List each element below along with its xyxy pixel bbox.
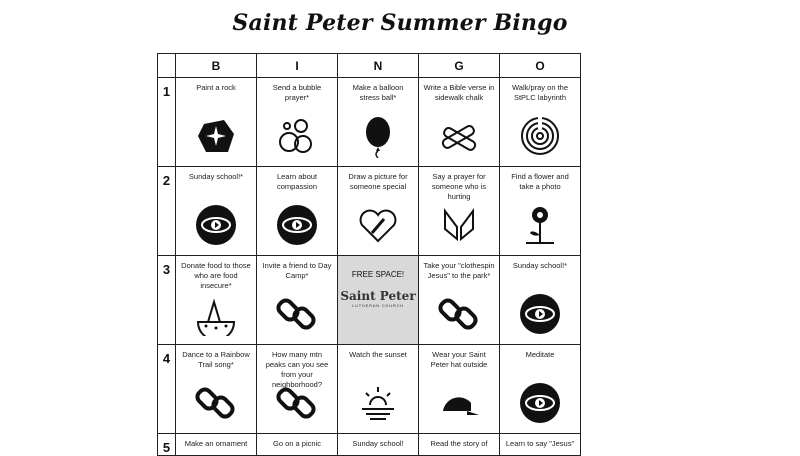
- cell-text: Take your "clothespin Jesus" to the park*: [423, 261, 495, 280]
- cell-text: Walk/pray on the StPLC labyrinth: [512, 83, 568, 102]
- balloon-icon: [356, 114, 400, 158]
- cell-text: Read the story of: [430, 439, 488, 448]
- bingo-row-2: [158, 167, 581, 256]
- bingo-cell[interactable]: [176, 256, 257, 345]
- chalk-icon: [437, 114, 481, 158]
- cell-text: Sunday school!*: [512, 261, 568, 270]
- labyrinth-icon: [518, 114, 562, 158]
- corner-cell: [158, 54, 176, 78]
- bingo-cell[interactable]: [419, 78, 500, 167]
- cell-text: Send a bubble prayer*: [272, 83, 322, 102]
- bingo-cell[interactable]: [176, 434, 257, 456]
- bingo-grid: [157, 53, 581, 456]
- bingo-row-5: [158, 434, 581, 456]
- link-icon: [437, 292, 481, 336]
- cap-icon: [437, 381, 481, 425]
- church-logo: Saint Peter: [340, 289, 416, 303]
- cell-text: Draw a picture for someone special: [348, 172, 408, 191]
- bingo-cell[interactable]: [257, 78, 338, 167]
- row-label: 5: [158, 434, 176, 456]
- cell-text: Make an ornament: [184, 439, 248, 448]
- bingo-row-4: [158, 345, 581, 434]
- bingo-cell[interactable]: [257, 434, 338, 456]
- bingo-cell[interactable]: [419, 345, 500, 434]
- cell-text: Wear your Saint Peter hat outside: [430, 350, 488, 369]
- bingo-cell[interactable]: [257, 345, 338, 434]
- column-header-i: I: [257, 54, 338, 78]
- free-space-label: FREE SPACE!: [351, 270, 405, 279]
- video-icon: [518, 381, 562, 425]
- cell-text: Go on a picnic: [273, 439, 321, 448]
- row-label: 2: [158, 167, 176, 256]
- cell-text: How many mtn peaks can you see from your neighborhood?: [265, 350, 329, 389]
- bingo-cell[interactable]: [257, 167, 338, 256]
- cell-text: Learn about compassion: [276, 172, 318, 191]
- column-header-o: O: [500, 54, 581, 78]
- bingo-cell[interactable]: [419, 167, 500, 256]
- link-icon: [275, 381, 319, 425]
- bingo-cell[interactable]: [500, 78, 581, 167]
- bingo-cell[interactable]: [176, 167, 257, 256]
- free-space-cell[interactable]: [338, 256, 419, 345]
- header-row: [158, 54, 581, 78]
- bingo-cell[interactable]: [500, 167, 581, 256]
- bingo-row-1: [158, 78, 581, 167]
- cell-text: Paint a rock: [196, 83, 236, 92]
- bingo-cell[interactable]: [419, 256, 500, 345]
- link-icon: [275, 292, 319, 336]
- cell-text: Invite a friend to Day Camp*: [262, 261, 332, 280]
- column-header-b: B: [176, 54, 257, 78]
- cell-text: Make a balloon stress ball*: [352, 83, 404, 102]
- column-header-g: G: [419, 54, 500, 78]
- bingo-cell[interactable]: [338, 78, 419, 167]
- cell-text: Sunday school!: [352, 439, 404, 448]
- video-icon: [518, 292, 562, 336]
- link-icon: [194, 381, 238, 425]
- page-title: Saint Peter Summer Bingo: [232, 10, 568, 36]
- bingo-cell[interactable]: [338, 345, 419, 434]
- bingo-cell[interactable]: [338, 167, 419, 256]
- video-icon: [275, 203, 319, 247]
- bingo-cell[interactable]: [338, 434, 419, 456]
- flower-icon: [518, 203, 562, 247]
- bingo-cell[interactable]: [500, 256, 581, 345]
- cell-text: Say a prayer for someone who is hurting: [431, 172, 487, 201]
- row-label: 1: [158, 78, 176, 167]
- row-label: 4: [158, 345, 176, 434]
- cell-text: Find a flower and take a photo: [511, 172, 569, 191]
- cell-text: Write a Bible verse in sidewalk chalk: [423, 83, 495, 102]
- church-logo-subtitle: LUTHERAN CHURCH: [351, 303, 404, 308]
- rock-icon: [194, 114, 238, 158]
- bubbles-icon: [275, 114, 319, 158]
- bingo-cell[interactable]: [176, 345, 257, 434]
- heart-pencil-icon: [356, 203, 400, 247]
- watermelon-icon: [194, 292, 238, 336]
- cell-text: Learn to say "Jesus": [505, 439, 575, 448]
- bingo-cell[interactable]: [257, 256, 338, 345]
- bingo-row-3: [158, 256, 581, 345]
- cell-text: Dance to a Rainbow Trail song*: [182, 350, 250, 369]
- bingo-cell[interactable]: [419, 434, 500, 456]
- cell-text: Meditate: [525, 350, 555, 359]
- cell-text: Watch the sunset: [349, 350, 407, 359]
- bingo-cell[interactable]: [500, 345, 581, 434]
- praying-hands-icon: [437, 203, 481, 247]
- bingo-cell[interactable]: [500, 434, 581, 456]
- sunset-icon: [356, 381, 400, 425]
- column-header-n: N: [338, 54, 419, 78]
- row-label: 3: [158, 256, 176, 345]
- bingo-cell[interactable]: [176, 78, 257, 167]
- video-icon: [194, 203, 238, 247]
- cell-text: Donate food to those who are food insecure*: [181, 261, 251, 290]
- cell-text: Sunday school!*: [188, 172, 244, 181]
